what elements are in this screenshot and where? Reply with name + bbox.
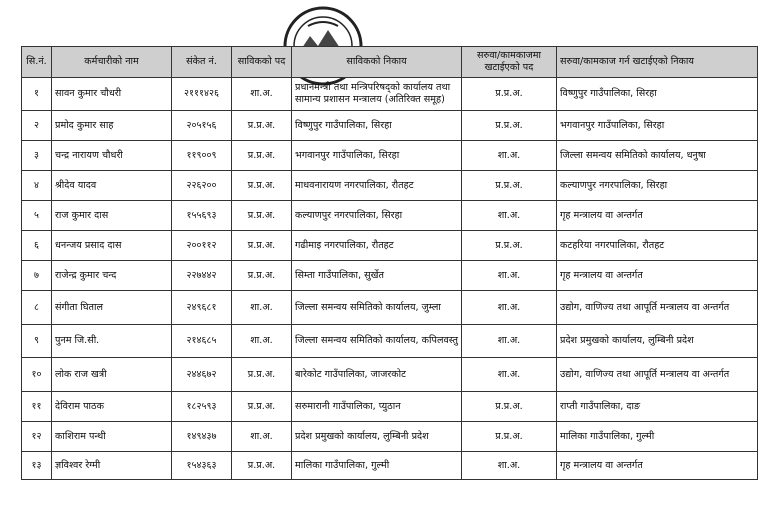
header-prev-post: साविकको पद <box>232 47 292 78</box>
cell-serial: २ <box>22 111 52 141</box>
cell-new-post: प्र.प्र.अ. <box>462 231 557 261</box>
cell-prev-office: गढीमाइ नगरपालिका, रौतहट <box>292 231 462 261</box>
cell-prev-office: भगवानपुर गाउँपालिका, सिरहा <box>292 141 462 171</box>
cell-prev-post: शा.अ. <box>232 325 292 358</box>
cell-name: ज्ञविश्वर रेग्मी <box>52 452 172 480</box>
cell-new-office: मालिका गाउँपालिका, गुल्मी <box>557 422 758 452</box>
cell-prev-post: शा.अ. <box>232 422 292 452</box>
cell-prev-post: प्र.प्र.अ. <box>232 452 292 480</box>
cell-prev-office: माधवनारायण नगरपालिका, रौतहट <box>292 171 462 201</box>
table-row <box>22 261 758 291</box>
cell-serial: ८ <box>22 291 52 325</box>
cell-new-post: शा.अ. <box>462 141 557 171</box>
cell-new-office: जिल्ला समन्वय समितिको कार्यालय, धनुषा <box>557 141 758 171</box>
cell-prev-post: प्र.प्र.अ. <box>232 231 292 261</box>
cell-serial: ५ <box>22 201 52 231</box>
cell-name: राजेन्द्र कुमार चन्द <box>52 261 172 291</box>
cell-serial: १ <box>22 78 52 111</box>
cell-code: १५४३६३ <box>172 452 232 480</box>
cell-new-post: शा.अ. <box>462 358 557 392</box>
cell-prev-office: बारेकोट गाउँपालिका, जाजरकोट <box>292 358 462 392</box>
cell-new-office: कटहरिया नगरपालिका, रौतहट <box>557 231 758 261</box>
cell-code: २४९६८१ <box>172 291 232 325</box>
cell-prev-post: प्र.प्र.अ. <box>232 141 292 171</box>
cell-prev-post: प्र.प्र.अ. <box>232 201 292 231</box>
table-row <box>22 141 758 171</box>
cell-prev-office: सिम्ता गाउँपालिका, सुर्खेत <box>292 261 462 291</box>
table-row <box>22 452 758 480</box>
cell-code: २००११२ <box>172 231 232 261</box>
cell-code: २२६२०० <box>172 171 232 201</box>
cell-name: काशिराम पन्थी <box>52 422 172 452</box>
cell-name: राज कुमार दास <box>52 201 172 231</box>
cell-new-office: कल्याणपुर नगरपालिका, सिरहा <box>557 171 758 201</box>
cell-name: संगीता घिताल <box>52 291 172 325</box>
cell-serial: ४ <box>22 171 52 201</box>
cell-prev-post: प्र.प्र.अ. <box>232 171 292 201</box>
cell-prev-office: मालिका गाउँपालिका, गुल्मी <box>292 452 462 480</box>
cell-code: २२७४४२ <box>172 261 232 291</box>
table-row <box>22 201 758 231</box>
header-name: कर्मचारीको नाम <box>52 47 172 78</box>
cell-prev-office: जिल्ला समन्वय समितिको कार्यालय, कपिलवस्तु <box>292 325 462 358</box>
cell-new-post: प्र.प्र.अ. <box>462 422 557 452</box>
cell-prev-office: सरुमारानी गाउँपालिका, प्युठान <box>292 392 462 422</box>
cell-code: १८२५९३ <box>172 392 232 422</box>
cell-new-post: शा.अ. <box>462 452 557 480</box>
cell-code: ११९००९ <box>172 141 232 171</box>
cell-name: चन्द्र नारायण चौधरी <box>52 141 172 171</box>
cell-new-post: शा.अ. <box>462 325 557 358</box>
cell-prev-post: प्र.प्र.अ. <box>232 111 292 141</box>
cell-new-office: राप्ती गाउँपालिका, दाङ <box>557 392 758 422</box>
cell-new-office: गृह मन्त्रालय वा अन्तर्गत <box>557 261 758 291</box>
table-row <box>22 291 758 325</box>
header-code: संकेत नं. <box>172 47 232 78</box>
cell-prev-office: प्रधानमन्त्री तथा मन्त्रिपरिषद्को कार्यालय तथा सामान्य प्रशासन मन्त्रालय (अतिरिक्त समूह) <box>292 78 462 111</box>
cell-name: धनन्जय प्रसाद दास <box>52 231 172 261</box>
cell-new-post: शा.अ. <box>462 291 557 325</box>
cell-prev-office: जिल्ला समन्वय समितिको कार्यालय, जुम्ला <box>292 291 462 325</box>
cell-new-office: प्रदेश प्रमुखको कार्यालय, लुम्बिनी प्रदेश <box>557 325 758 358</box>
header-row <box>22 47 758 78</box>
cell-prev-post: शा.अ. <box>232 291 292 325</box>
header-prev-office: साविकको निकाय <box>292 47 462 78</box>
table-row <box>22 422 758 452</box>
cell-new-office: उद्योग, वाणिज्य तथा आपूर्ति मन्त्रालय वा अन्तर्गत <box>557 291 758 325</box>
cell-serial: १० <box>22 358 52 392</box>
transfer-table <box>21 46 758 480</box>
cell-prev-office: कल्याणपुर नगरपालिका, सिरहा <box>292 201 462 231</box>
cell-new-office: भगवानपुर गाउँपालिका, सिरहा <box>557 111 758 141</box>
cell-serial: १३ <box>22 452 52 480</box>
cell-code: १४९४३७ <box>172 422 232 452</box>
table-row <box>22 231 758 261</box>
cell-name: श्रीदेव यादव <box>52 171 172 201</box>
table-row <box>22 358 758 392</box>
cell-name: पुनम जि.सी. <box>52 325 172 358</box>
cell-prev-post: प्र.प्र.अ. <box>232 261 292 291</box>
cell-new-post: प्र.प्र.अ. <box>462 392 557 422</box>
table-row <box>22 111 758 141</box>
cell-new-office: उद्योग, वाणिज्य तथा आपूर्ति मन्त्रालय वा अन्तर्गत <box>557 358 758 392</box>
cell-code: २१४६८५ <box>172 325 232 358</box>
cell-new-post: प्र.प्र.अ. <box>462 78 557 111</box>
cell-prev-post: शा.अ. <box>232 78 292 111</box>
table-row <box>22 78 758 111</box>
cell-new-post: शा.अ. <box>462 261 557 291</box>
cell-prev-office: विष्णुपुर गाउँपालिका, सिरहा <box>292 111 462 141</box>
cell-prev-post: प्र.प्र.अ. <box>232 392 292 422</box>
cell-serial: ११ <box>22 392 52 422</box>
cell-name: सावन कुमार चौधरी <box>52 78 172 111</box>
table-row <box>22 171 758 201</box>
cell-serial: ९ <box>22 325 52 358</box>
cell-prev-post: प्र.प्र.अ. <box>232 358 292 392</box>
cell-new-office: गृह मन्त्रालय वा अन्तर्गत <box>557 452 758 480</box>
cell-new-office: विष्णुपुर गाउँपालिका, सिरहा <box>557 78 758 111</box>
cell-new-post: शा.अ. <box>462 201 557 231</box>
cell-code: १५५६९३ <box>172 201 232 231</box>
cell-code: २१११४२६ <box>172 78 232 111</box>
cell-serial: ६ <box>22 231 52 261</box>
cell-serial: १२ <box>22 422 52 452</box>
cell-name: लोक राज खत्री <box>52 358 172 392</box>
header-new-post: सरुवा/कामकाजमा खटाईएको पद <box>462 47 557 78</box>
header-new-office: सरुवा/कामकाज गर्न खटाईएको निकाय <box>557 47 758 78</box>
table-row <box>22 392 758 422</box>
cell-prev-office: प्रदेश प्रमुखको कार्यालय, लुम्बिनी प्रदेश <box>292 422 462 452</box>
cell-code: २४४६७२ <box>172 358 232 392</box>
cell-new-post: प्र.प्र.अ. <box>462 111 557 141</box>
cell-code: २०५१५६ <box>172 111 232 141</box>
cell-name: देविराम पाठक <box>52 392 172 422</box>
cell-name: प्रमोद कुमार साह <box>52 111 172 141</box>
cell-serial: ३ <box>22 141 52 171</box>
header-serial: सि.नं. <box>22 47 52 78</box>
table-row <box>22 325 758 358</box>
cell-serial: ७ <box>22 261 52 291</box>
cell-new-post: प्र.प्र.अ. <box>462 171 557 201</box>
cell-new-office: गृह मन्त्रालय वा अन्तर्गत <box>557 201 758 231</box>
